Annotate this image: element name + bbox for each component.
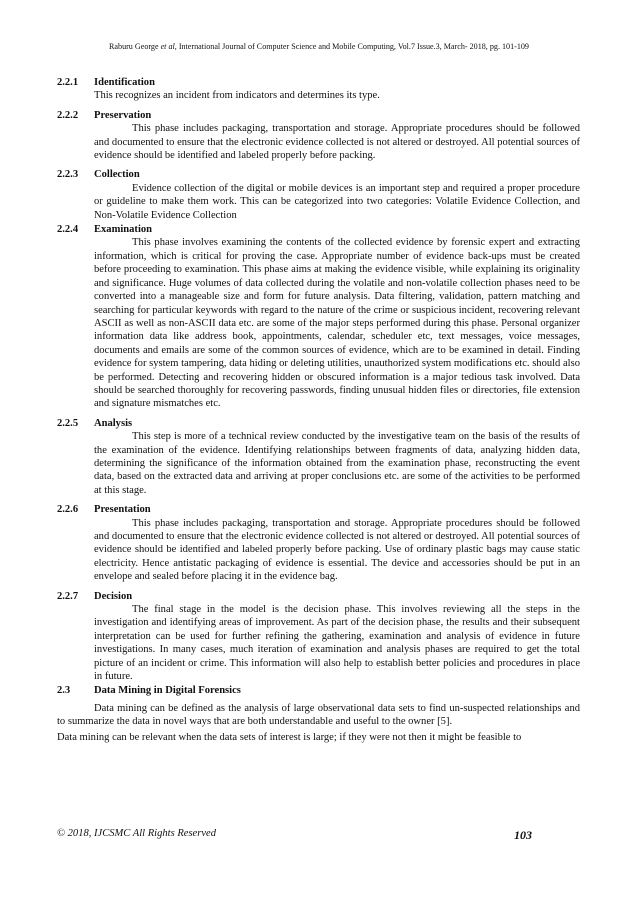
section-title: Data Mining in Digital Forensics — [94, 685, 241, 697]
paragraph: This phase involves examining the contents of the collected evidence by forensic expert and extracting information, which is critical for proving the case. Appropriate number of evidence back-ups must be created before proceeding to examination. This phase aims at making the evidence visible, while explaining its originality and significance. Huge volumes of data collected during the volatile and non-volatile collection phases need to be converted into a manageable size and form for future analysis. Data filtering, validation, pattern matching and searching for particular keywords with regard to the nature of the crime or suspicious incident, recovering relevant ASCII as well as non-ASCII data etc. are some of the major steps performed during this phase. Personal organizer information data like address book, appointments, calendar, scheduler etc, text messages, voice messages, documents and emails are some of the common sources of evidence, which are to be examined in detail. Finding evidence for system tampering, data hiding or deleting utilities, unauthorized system modifications etc. should also be performed. Detecting and recovering hidden or obscured information is a major tedious task involved. Data should be searched thoroughly for recovering passwords, finding unusual hidden files or directories, file extension and signature mismatches etc. — [94, 237, 580, 410]
section-body-2-2-7 — [94, 603, 580, 683]
section-heading-2-3 — [57, 684, 580, 697]
header-citation: , International Journal of Computer Science and Mobile Computing, Vol.7 Issue.3, March- 2018, pg. 101-109 — [174, 42, 529, 51]
page-content — [57, 76, 580, 744]
section-heading-2-2-2 — [57, 109, 580, 122]
section-heading-2-2-7 — [57, 590, 580, 603]
section-number: 2.2.3 — [57, 169, 79, 181]
page-number: 103 — [514, 828, 532, 842]
section-body-2-2-6 — [94, 517, 580, 584]
section-heading-2-2-5 — [57, 417, 580, 430]
section-title: Analysis — [94, 417, 133, 429]
running-header — [0, 42, 638, 52]
section-title: Decision — [94, 590, 133, 602]
section-number: 2.2.5 — [57, 417, 79, 429]
section-body-2-2-4 — [94, 236, 580, 410]
section-title: Identification — [94, 77, 155, 88]
page-footer — [57, 828, 580, 843]
section-heading-2-2-6 — [57, 503, 580, 516]
section-heading-2-2-1 — [57, 76, 580, 89]
section-body-2-2-2 — [94, 122, 580, 162]
section-number: 2.3 — [57, 685, 71, 697]
section-number: 2.2.2 — [57, 109, 79, 121]
paragraph: Evidence collection of the digital or mobile devices is an important step and required a proper procedure or guideline to make them work. This can be categorized into two categories: Volatile Evidence Collection, and Non-Volatile Evidence Collection — [94, 182, 580, 221]
section-title: Examination — [94, 224, 153, 236]
section-title: Preservation — [94, 109, 152, 121]
paragraph: This phase includes packaging, transportation and storage. Appropriate procedures should be followed and documented to ensure that the electronic evidence collected is not altered or destroyed. All potential sources of evidence should be identified and labeled properly before packing. Use of ordinary plastic bags may cause static electricity. Hence antistatic packaging of evidence is essential. The device and accessories should be put in an envelope and sealed before placing it in the evidence bag. — [94, 517, 580, 583]
header-etal: et al — [160, 42, 175, 51]
header-author: Raburu George — [109, 42, 159, 51]
section-number: 2.2.6 — [57, 504, 79, 516]
paragraph: This phase includes packaging, transportation and storage. Appropriate procedures should be followed and documented to ensure that the electronic evidence collected is not altered or destroyed. All potential sources of evidence should be identified and labeled properly before packing. — [94, 123, 580, 162]
paragraph: The final stage in the model is the decision phase. This involves reviewing all the steps in the investigation and identifying areas of improvement. As part of the decision phase, the results and their subsequent interpretation can be used for further refining the gathering, examination and analysis of evidence in future investigations. In many cases, much iteration of examination and analysis phases are required to get the total picture of an incident or crime. This information will also help to establish better policies and procedures in place in future. — [94, 604, 580, 683]
footer-copyright: © 2018, IJCSMC All Rights Reserved — [57, 828, 216, 839]
section-title: Presentation — [94, 504, 151, 516]
section-number: 2.2.1 — [57, 77, 79, 88]
section-number: 2.2.7 — [57, 590, 79, 602]
section-heading-2-2-3 — [57, 168, 580, 181]
section-title: Collection — [94, 169, 140, 181]
section-number: 2.2.4 — [57, 224, 79, 236]
section-body-2-2-5 — [94, 430, 580, 497]
paragraph-data-mining-definition: Data mining can be defined as the analysis of large observational data sets to find un-suspected relationships and to summarize the data in novel ways that are both understandable and useful to the owner [5]. — [57, 702, 580, 728]
paragraph: This step is more of a technical review conducted by the investigative team on the basis of the results of the examination of the evidence. Identifying relationships between fragments of data, analyzing hidden data, determining the significance of the information obtained from the examination phase, reconstructing the event data, based on the extracted data and arriving at proper conclusions etc. are some of the activities to be performed at this stage. — [94, 431, 580, 496]
paragraph: This recognizes an incident from indicators and determines its type. — [94, 90, 380, 102]
section-body-2-2-1 — [94, 89, 580, 102]
paragraph-data-mining-relevance: Data mining can be relevant when the data sets of interest is large; if they were not then it might be feasible to — [57, 731, 522, 743]
section-body-2-2-3 — [94, 182, 580, 222]
section-heading-2-2-4 — [57, 223, 580, 236]
